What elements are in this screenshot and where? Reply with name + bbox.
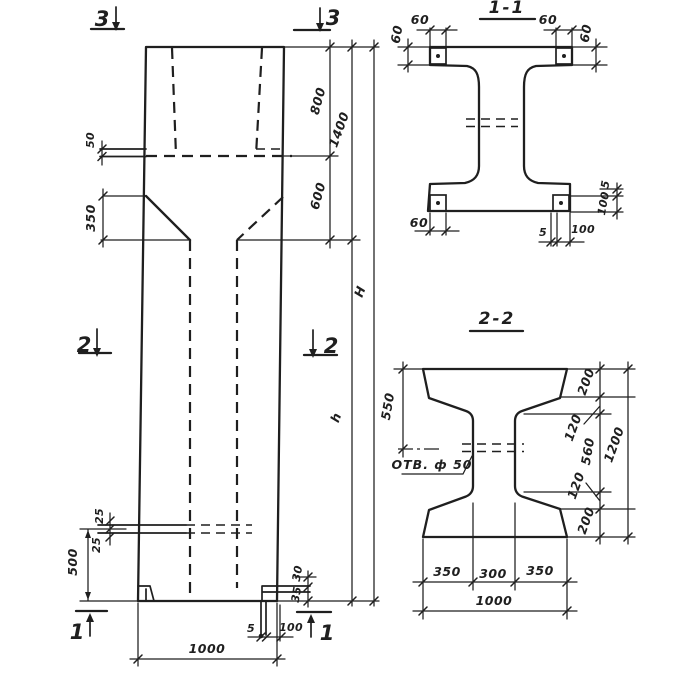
embedded-plates-1-1: [430, 48, 572, 211]
section-marker-1-left: [70, 611, 107, 644]
dim-total-height-label: H: [350, 283, 369, 300]
marker-label: 3: [325, 6, 341, 30]
column-outline: [138, 47, 284, 601]
dim-gap-r-label: 5: [598, 179, 613, 190]
column-hidden-lines: [146, 48, 292, 595]
dim-hole-up-label: 25: [93, 508, 106, 524]
dim-width-label: 1000: [188, 641, 226, 656]
dim-1200-label: 1200: [600, 424, 628, 465]
dim-550-label: 550: [377, 391, 398, 422]
web-hole-hidden-1-1: [466, 119, 518, 127]
dim-300-label: 300: [479, 566, 507, 581]
dim-upper-total-label: 1400: [325, 109, 353, 150]
dim-plate-tr-label: 60: [538, 12, 558, 27]
section-2-2-title: 2-2: [478, 309, 516, 329]
hole-callout: [392, 456, 473, 474]
section-1-1-title: 1-1: [488, 0, 526, 18]
left-boot: [138, 586, 154, 601]
marker-label: 2: [323, 334, 339, 358]
dim-hole-down-label: 25: [90, 537, 103, 553]
dim-top-label: 800: [306, 85, 329, 117]
dim-plate-r-label: 100: [595, 190, 613, 217]
dim-gap-b-label: 5: [539, 226, 547, 239]
marker-label: 3: [94, 7, 110, 31]
dim-350-l-label: 350: [433, 564, 461, 579]
hole-label: ОТВ. ф 50: [391, 457, 473, 472]
section-1-1-view: [388, 0, 623, 246]
section-1-1-dim-ticks: [404, 26, 621, 246]
dim-anchor-100-label: 100: [279, 621, 303, 634]
dim-350-r-label: 350: [526, 563, 554, 578]
dim-arrow: [85, 530, 91, 538]
marker-label: 1: [319, 621, 335, 645]
dim-arrow: [85, 592, 91, 600]
dim-plate-b-label: 100: [571, 223, 595, 236]
dim-1000-label: 1000: [475, 593, 513, 608]
section-marker-2-right: [304, 330, 338, 358]
dim-middle-label: 600: [306, 180, 329, 212]
dim-200-top-label: 200: [574, 365, 598, 397]
section-2-2-outline: [423, 369, 567, 537]
dim-200-bot-label: 200: [574, 504, 598, 536]
marker-label: 2: [76, 333, 92, 357]
dim-boot-30-label: 30: [289, 564, 306, 583]
section-marker-3-left: [91, 7, 124, 31]
section-2-2-view: [378, 309, 635, 619]
dim-120-bot-label: 120: [564, 469, 588, 501]
dim-flange-r-label: 60: [576, 22, 595, 44]
elevation-view: [65, 6, 379, 666]
dim-120-top-label: 120: [561, 411, 585, 443]
section-2-2-dim-lines: [391, 362, 635, 619]
dim-560-label: 560: [577, 436, 598, 467]
section-marker-3-right: [294, 6, 340, 32]
dim-plate-bl-label: 60: [409, 215, 429, 230]
hole-lines-hidden: [186, 525, 252, 533]
dim-boot-35-label: 35: [288, 585, 305, 604]
dim-haunch-label: 350: [83, 204, 98, 232]
section-1-1-dim-lines: [398, 28, 623, 246]
dim-hole-bottom-label: 500: [65, 548, 80, 576]
dim-shaft-height-label: h: [327, 410, 345, 425]
section-marker-2-left: [77, 329, 111, 357]
marker-label: 1: [69, 620, 85, 644]
dim-anchor-5-label: 5: [247, 622, 255, 635]
dim-flange-l-label: 60: [387, 23, 406, 45]
dim-plate-tl-label: 60: [410, 12, 430, 27]
collar-plate-lines: [100, 149, 146, 157]
dim-collar-plate-label: 50: [84, 132, 97, 148]
section-1-1-outline: [428, 47, 572, 211]
